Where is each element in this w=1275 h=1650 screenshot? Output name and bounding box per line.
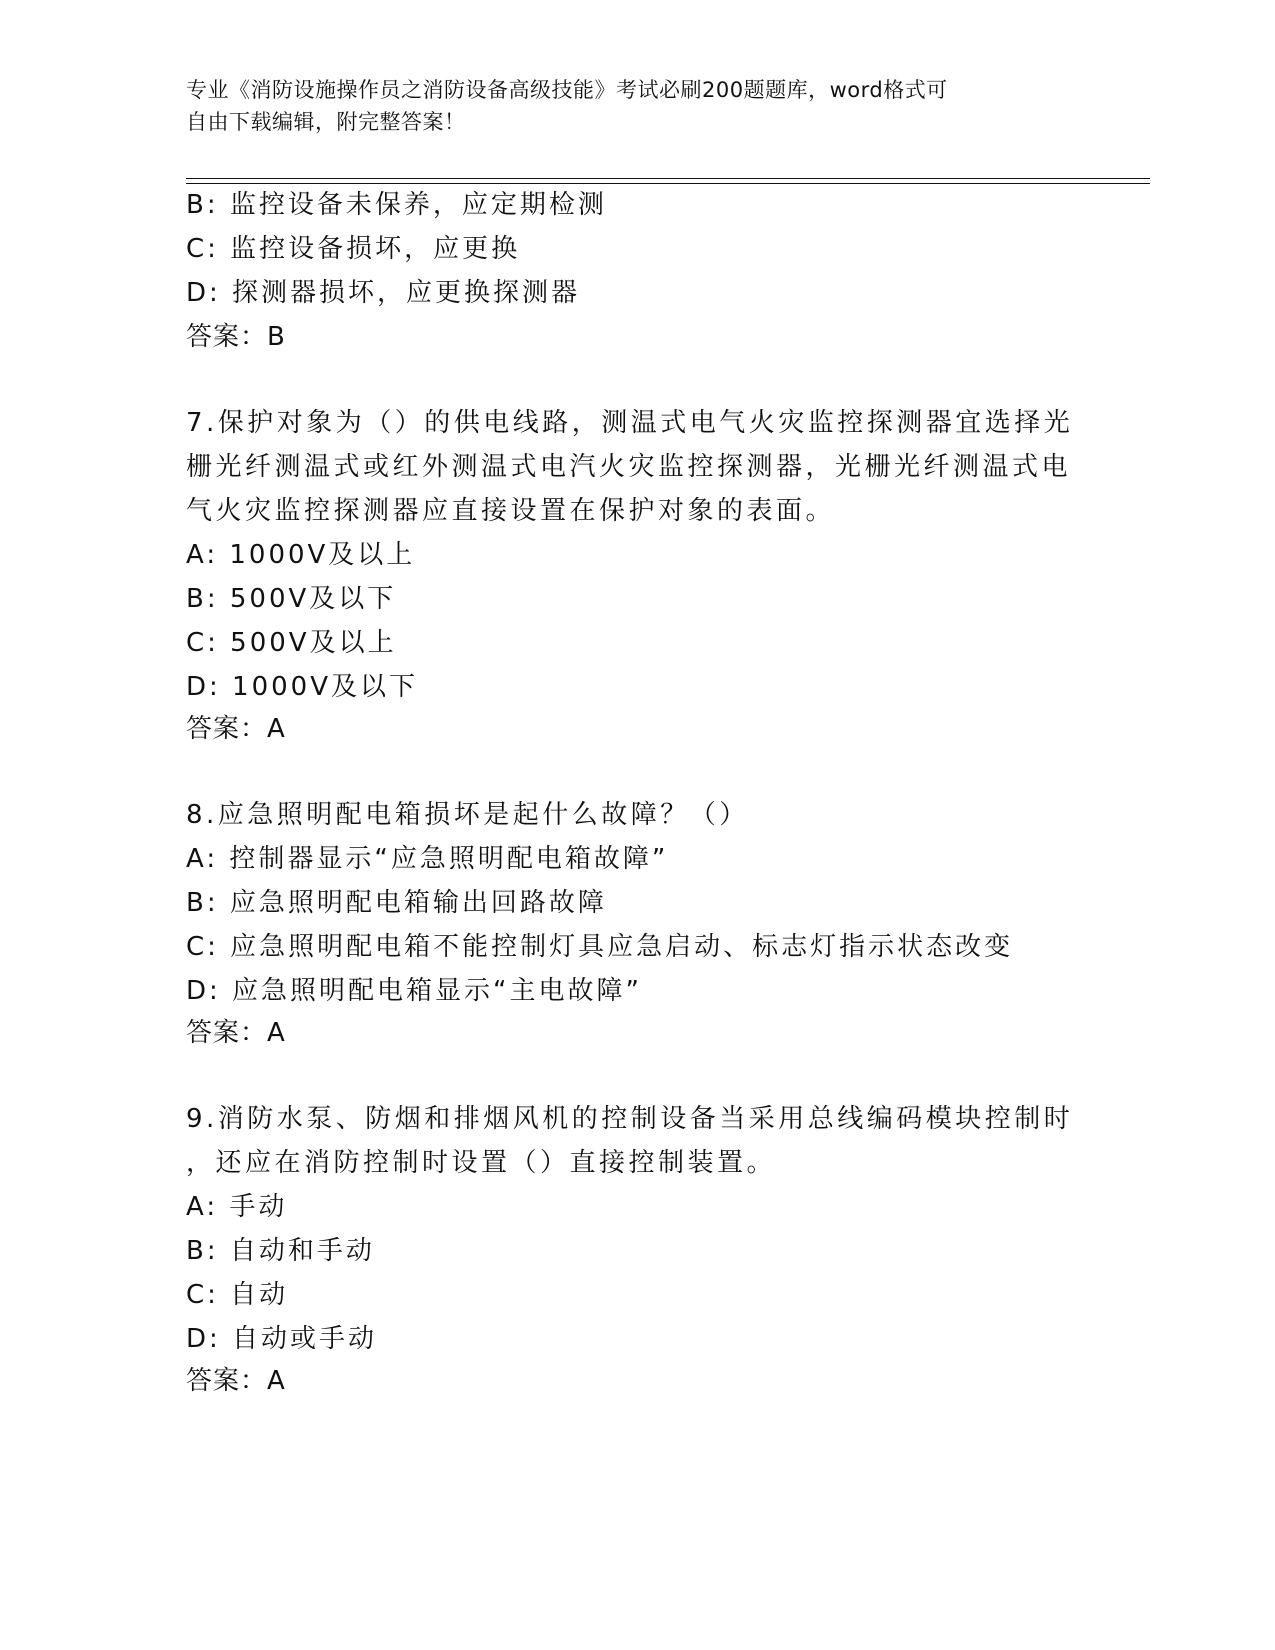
- question-9-option-a: A: 手动: [186, 1192, 288, 1222]
- question-9-text-line-1: 9.消防水泵、防烟和排烟风机的控制设备当采用总线编码模块控制时: [186, 1104, 1074, 1134]
- header-title-line-1: 专业《消防设施操作员之消防设备高级技能》考试必刷200题题库，word格式可: [186, 78, 948, 102]
- question-9-option-b: B: 自动和手动: [186, 1236, 375, 1266]
- question-8-text-line-1: 8.应急照明配电箱损坏是起什么故障？（）: [186, 800, 749, 830]
- question-7-text-line-1: 7.保护对象为（）的供电线路，测温式电气火灾监控探测器宜选择光: [186, 408, 1074, 438]
- header-title-line-2: 自由下载编辑，附完整答案！: [186, 110, 466, 134]
- document-header: [186, 74, 1066, 138]
- question-7-option-c: C: 500V及以上: [186, 628, 397, 658]
- option-c: C: 监控设备损坏，应更换: [186, 234, 521, 264]
- option-d: D: 探测器损坏，应更换探测器: [186, 278, 581, 308]
- header-divider-top: [186, 178, 1150, 179]
- question-9-option-d: D: 自动或手动: [186, 1324, 378, 1354]
- header-divider-bottom: [186, 183, 1150, 184]
- answer-line: 答案：B: [186, 322, 286, 352]
- option-b: B: 监控设备未保养，应定期检测: [186, 190, 607, 220]
- question-7-option-b: B: 500V及以下: [186, 584, 397, 614]
- question-8-option-b: B: 应急照明配电箱输出回路故障: [186, 888, 607, 918]
- question-7-option-a: A: 1000V及以上: [186, 540, 416, 570]
- question-9-option-c: C: 自动: [186, 1280, 289, 1310]
- question-7-option-d: D: 1000V及以下: [186, 672, 418, 702]
- question-8-option-c: C: 应急照明配电箱不能控制灯具应急启动、标志灯指示状态改变: [186, 932, 1014, 962]
- question-8-option-d: D: 应急照明配电箱显示“主电故障”: [186, 976, 642, 1006]
- question-7-text-line-2: 栅光纤测温式或红外测温式电汽火灾监控探测器，光栅光纤测温式电: [186, 452, 1072, 482]
- question-9-text-line-2: ，还应在消防控制时设置（）直接控制装置。: [186, 1148, 777, 1178]
- question-7-text-line-3: 气火灾监控探测器应直接设置在保护对象的表面。: [186, 496, 836, 526]
- question-8-answer: 答案：A: [186, 1018, 286, 1048]
- question-8-option-a: A: 控制器显示“应急照明配电箱故障”: [186, 844, 669, 874]
- question-9-answer: 答案：A: [186, 1366, 286, 1396]
- question-7-answer: 答案：A: [186, 714, 286, 744]
